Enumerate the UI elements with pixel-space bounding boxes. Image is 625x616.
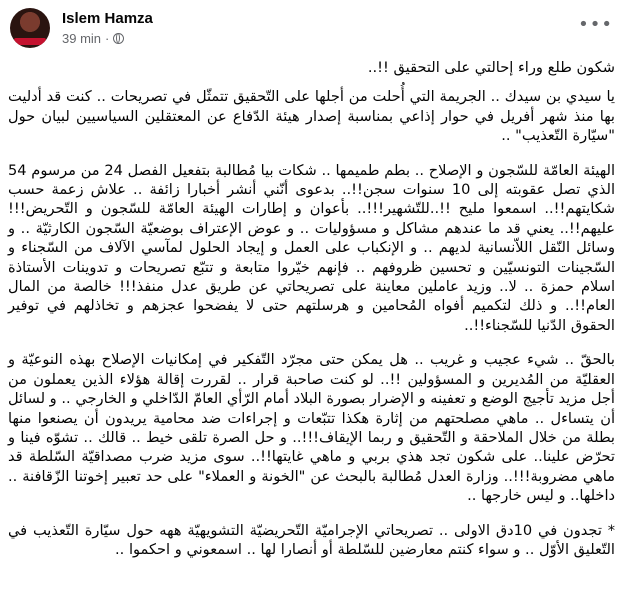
- post-paragraph: * تجدون في 10دق الاولى .. تصريحاتي الإجراميّة التّحريضيّة التشويهيّة ههه حول سيّارة التّعذيب في التّعليق الأوّل .. و سواء كنتم معارضين للسّلطة أو أنصارا لها .. اسمعوني و احكموا ..: [8, 521, 615, 558]
- post-meta: [62, 31, 124, 46]
- post-header: [10, 8, 615, 52]
- post-body: [8, 58, 615, 574]
- globe-icon[interactable]: [113, 33, 124, 44]
- post-paragraph: شكون طلع وراء إحالتي على التحقيق !!..: [367, 59, 615, 76]
- author-avatar[interactable]: [10, 8, 50, 48]
- post-paragraph: بالحقّ .. شيء عجيب و غريب .. هل يمكن حتى مجرّد التّفكير في إمكانيات الإصلاح بهذه النوعيّة و العقليّة من المُديرين و المسؤولين !!.. لو كنت صاحبة قرار .. لقررت إقالة هؤلاء الذين يعملون من أجل مزيد تأجيج الوضع و تعفينه و الإضرار بصورة البلاد أمام الرّأي العامّ الدّاخلي و الخارجي .. و لسائل أن يتساءل .. ماهي مصلحتهم من إثارة هكذا تتبّعات و إجراءات ضد محامية يريدون أن يصنعوا منها بطلة من خلال الملاحقة و التّحقيق و ربما الإيقاف!!!.. و حل الصرة تلقى خيط .. قالك .. تشوّه فينا و تحرّض علينا.. على شكون تجد هذي بربي و ماهي غايتها!!.. سوى مزيد ضرب مصداقيّة السّلطة قد ماهي مضروبة!!!.. وزارة العدل مُطالبة بالبحث عن "الخونة و العملاء" على حد تعبير إخوتنا الزّقافنة .. داخلها.. و ليس خارجها ..: [8, 351, 615, 505]
- post-paragraph: الهيئة العامّة للسّجون و الإصلاح .. بطم طميمها .. شكات بيا مُطالبة بتفعيل الفصل 24 من مرسوم 54 الذي تصل عقوبته إلى 10 سنوات سجن!!.. بدعوى أنّني أنشر أخبارا زائفة .. علاش زعمة حسب شكايتهم!!.. اسمعوا مليح !!..للتّشهير!!!.. بأعوان و إطارات الهيئة العامّة للسّجون و التّحريض!!! عليهم!!.. يعني قد ما عندهم مشاكل و مسؤوليات .. و عوض الإعتراف بوضعيّة السّجون الكارثيّة .. و وسائل النّقل اللاّنسانية لديهم .. و الإنكباب على العمل و إيجاد الحلول لمآسي الآلاف من السّجناء و السّجينات التونسيّين و تحسين ظروفهم .. فإنهم خيّروا متابعة و تتبّع تصريحات و تدوينات الأستاذة اسلام حمزة .. لا.. وزيد عاملين معاينة على تصريحاتي عن طريق عدل منفذ!!! خالصة من المال العام!!.. و ذلك لتكميم أفواه المُحامين و هرسلتهم حتى لا يفضحوا عجزهم و تخاذلهم في توفير الحقوق الدّنيا للسّجناء!!..: [8, 161, 616, 334]
- author-name[interactable]: Islem Hamza: [62, 10, 153, 27]
- more-options-icon[interactable]: •••: [578, 14, 613, 35]
- meta-separator: ·: [105, 31, 110, 46]
- avatar-caption-badge: [14, 38, 46, 45]
- post-paragraph: يا سيدي بن سيدك .. الجريمة التي أُحلت من أجلها على التّحقيق تتمثّل في تصريحات .. كنت قد أدليت بها منذ شهر أفريل في حوار إذاعي بمناسبة إصدار هيئة الدّفاع عن المعتقلين السياسيين لبيان حول "سيّارة التّعذيب" ..: [8, 88, 615, 145]
- post-time[interactable]: 39 min: [62, 31, 102, 46]
